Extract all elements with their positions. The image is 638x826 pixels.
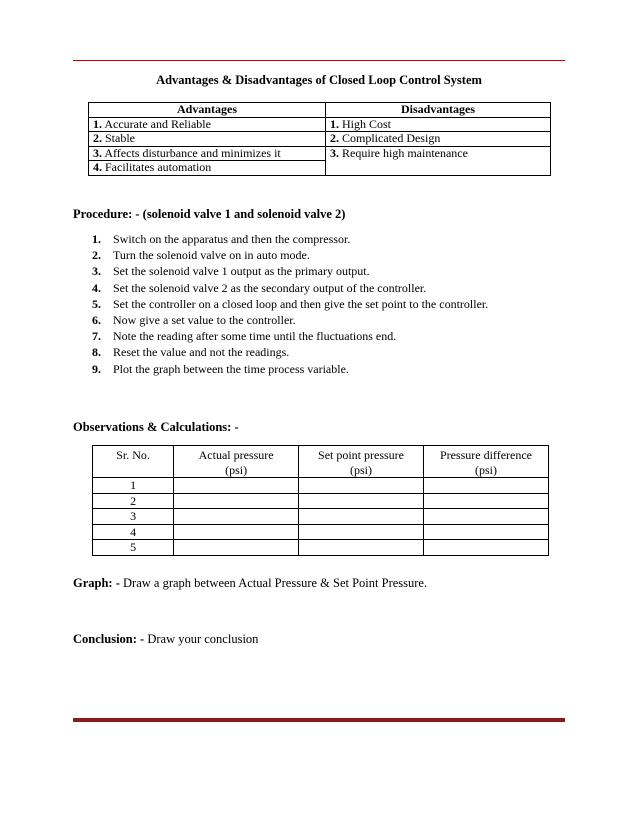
advantage-cell — [89, 117, 326, 132]
step-number: 9. — [92, 361, 101, 376]
step-text: Now give a set value to the controller. — [113, 312, 296, 327]
step-text: Reset the value and not the readings. — [113, 345, 290, 360]
table-row — [89, 117, 551, 132]
step-number: 4. — [92, 280, 101, 295]
table-row — [93, 478, 549, 494]
step-number: 6. — [92, 312, 101, 327]
step-number: 5. — [92, 296, 101, 311]
sr-no-cell: 1 — [93, 478, 174, 494]
step-number: 3. — [92, 264, 101, 279]
step-text: Plot the graph between the time process variable. — [113, 361, 349, 376]
list-item — [92, 328, 488, 344]
advantages-header: Advantages — [89, 103, 326, 118]
actual-pressure-cell — [174, 509, 299, 525]
table-header-row — [89, 103, 551, 118]
page-title: Advantages & Disadvantages of Closed Loop Control System — [156, 73, 482, 87]
item-number: 3. — [330, 145, 339, 160]
item-text: Facilitates automation — [105, 160, 212, 174]
disadvantage-cell — [326, 146, 551, 175]
table-row — [93, 540, 549, 556]
header-unit: (psi) — [474, 462, 497, 477]
step-number: 1. — [92, 232, 101, 246]
step-text: Set the solenoid valve 2 as the secondary output of the controller. — [113, 280, 427, 295]
disadvantage-cell — [326, 132, 551, 147]
header-line: Set point pressure — [318, 448, 405, 462]
footer-rule — [73, 718, 565, 722]
item-number: 1. — [330, 116, 339, 131]
sr-no-cell: 4 — [93, 524, 174, 540]
table-row — [93, 524, 549, 540]
sr-no-cell: 2 — [93, 493, 174, 509]
list-item — [92, 361, 488, 377]
header-line: Actual pressure — [198, 448, 274, 462]
item-number: 4. — [93, 160, 102, 174]
item-number: 2. — [93, 131, 102, 145]
graph-label: Graph: - — [73, 576, 120, 590]
set-point-cell — [299, 540, 424, 556]
set-point-cell — [299, 478, 424, 494]
graph-text: Draw a graph between Actual Pressure & Set Point Pressure. — [123, 576, 428, 590]
table-row — [89, 132, 551, 147]
difference-cell — [423, 524, 548, 540]
difference-cell — [423, 478, 548, 494]
item-text: Affects disturbance and minimizes it — [104, 145, 281, 160]
procedure-heading: Procedure: - (solenoid valve 1 and solenoid valve 2) — [73, 207, 346, 221]
item-text: Require high maintenance — [342, 145, 468, 160]
conclusion-section — [73, 632, 258, 647]
list-item — [92, 296, 488, 312]
item-number: 3. — [93, 145, 102, 160]
list-item — [92, 231, 488, 247]
procedure-list — [92, 231, 488, 377]
pressure-difference-header — [423, 446, 548, 478]
item-number: 2. — [330, 131, 339, 145]
actual-pressure-cell — [174, 493, 299, 509]
advantage-cell — [89, 161, 326, 176]
item-number: 1. — [93, 116, 102, 131]
graph-section — [73, 576, 427, 591]
set-point-cell — [299, 524, 424, 540]
list-item — [92, 280, 488, 296]
list-item — [92, 344, 488, 360]
advantage-cell — [89, 132, 326, 147]
actual-pressure-cell — [174, 540, 299, 556]
item-text: Accurate and Reliable — [104, 116, 211, 131]
step-number: 8. — [92, 345, 101, 360]
set-point-cell — [299, 509, 424, 525]
advantage-cell — [89, 146, 326, 161]
header-line: Pressure difference — [439, 448, 533, 462]
set-point-pressure-header — [299, 446, 424, 478]
header-rule — [73, 60, 565, 61]
conclusion-label: Conclusion: - — [73, 632, 145, 646]
table-row — [93, 509, 549, 525]
list-item — [92, 247, 488, 263]
actual-pressure-header — [174, 446, 299, 478]
table-row — [89, 146, 551, 161]
observations-heading: Observations & Calculations: - — [73, 420, 239, 434]
header-line: Sr. No. — [116, 448, 150, 462]
actual-pressure-cell — [174, 524, 299, 540]
step-text: Set the solenoid valve 1 output as the primary output. — [113, 264, 370, 279]
actual-pressure-cell — [174, 478, 299, 494]
step-text: Note the reading after some time until the fluctuations end. — [113, 329, 397, 344]
difference-cell — [423, 493, 548, 509]
step-text: Turn the solenoid valve on in auto mode. — [113, 248, 310, 263]
conclusion-text: Draw your conclusion — [147, 632, 259, 646]
table-row — [93, 493, 549, 509]
difference-cell — [423, 509, 548, 525]
sr-no-cell: 5 — [93, 540, 174, 556]
difference-cell — [423, 540, 548, 556]
step-text: Set the controller on a closed loop and then give the set point to the controller. — [113, 296, 489, 311]
list-item — [92, 263, 488, 279]
disadvantage-cell — [326, 117, 551, 132]
sr-no-header — [93, 446, 174, 478]
list-item — [92, 312, 488, 328]
set-point-cell — [299, 493, 424, 509]
step-number: 7. — [92, 329, 101, 344]
step-number: 2. — [92, 248, 101, 263]
header-unit: (psi) — [225, 462, 248, 477]
item-text: Complicated Design — [342, 131, 441, 145]
item-text: Stable — [105, 131, 135, 145]
advantages-table — [88, 102, 551, 176]
sr-no-cell: 3 — [93, 509, 174, 525]
header-unit: (psi) — [350, 462, 373, 477]
observations-table — [92, 445, 549, 556]
disadvantages-header: Disadvantages — [326, 103, 551, 118]
table-header-row — [93, 446, 549, 478]
step-text: Switch on the apparatus and then the compressor. — [113, 232, 351, 246]
item-text: High Cost — [342, 116, 392, 131]
